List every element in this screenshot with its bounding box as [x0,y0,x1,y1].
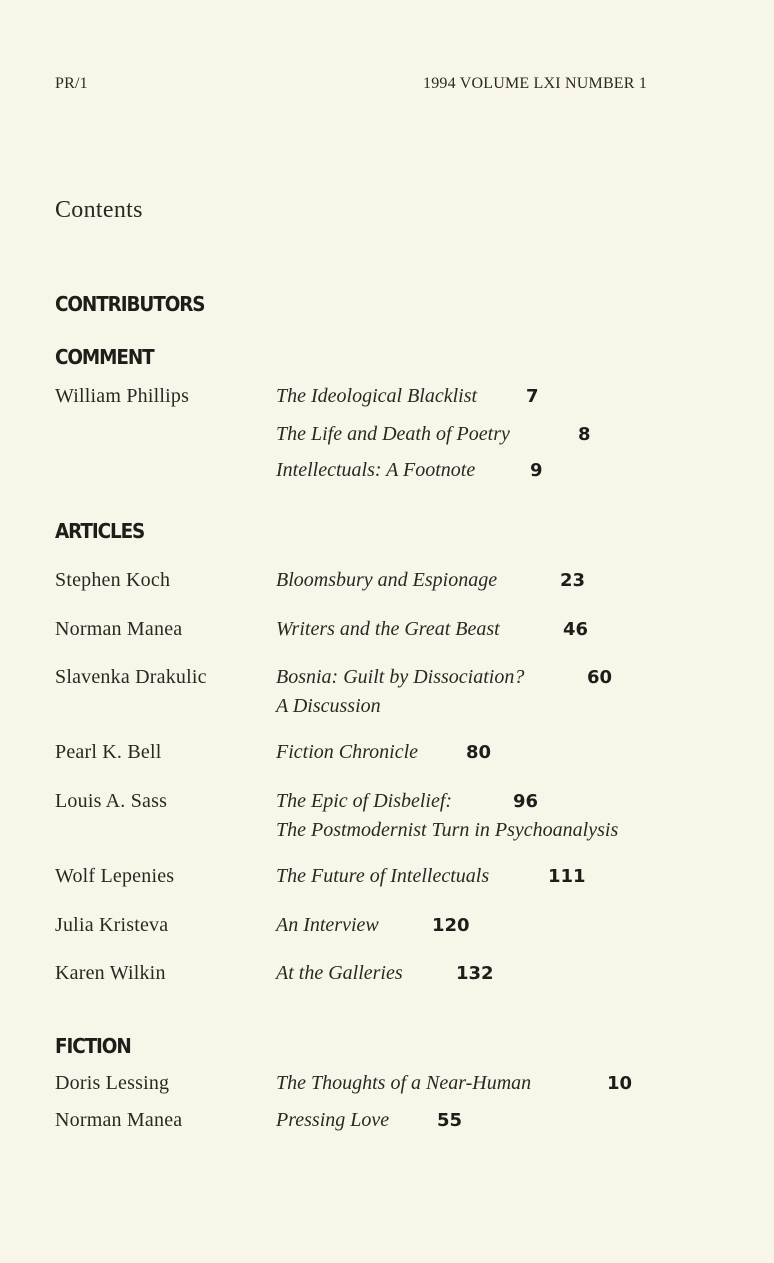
article-author: Pearl K. Bell [55,741,162,763]
page-title: Contents [55,197,143,223]
article-author: Stephen Koch [55,569,171,591]
page-number: 120 [432,915,470,936]
page-number: 9 [530,460,543,481]
page-number: 8 [578,424,591,445]
page-number: 23 [560,570,586,591]
article-subtitle: A Discussion [276,695,381,717]
article-title: Fiction Chronicle [276,741,419,763]
article-title: The Epic of Disbelief: [276,790,453,812]
article-author: Wolf Lepenies [55,865,175,887]
fiction-title: Pressing Love [276,1109,390,1131]
section-comment: COMMENT [55,345,154,369]
comment-title: Intellectuals: A Footnote [276,459,476,481]
fiction-author: Norman Manea [55,1109,183,1131]
page-number: 132 [456,963,494,984]
fiction-author: Doris Lessing [55,1072,170,1094]
article-author: Norman Manea [55,618,183,640]
page-number: 96 [513,791,539,812]
article-author: Louis A. Sass [55,790,168,812]
article-title: At the Galleries [276,962,403,984]
article-subtitle: The Postmodernist Turn in Psychoanalysis [276,819,619,841]
page-number: 60 [587,667,613,688]
journal-code: PR/1 [55,75,88,92]
article-title: The Future of Intellectuals [276,865,490,887]
page-number: 55 [437,1110,463,1131]
comment-author: William Phillips [55,385,190,407]
article-title: Bloomsbury and Espionage [276,569,498,591]
article-title: An Interview [276,914,379,936]
page-number: 80 [466,742,492,763]
article-title: Writers and the Great Beast [276,618,500,640]
page-number: 7 [526,386,539,407]
section-articles: ARTICLES [55,519,145,543]
article-author: Slavenka Drakulic [55,666,207,688]
article-author: Karen Wilkin [55,962,166,984]
comment-title: The Ideological Blacklist [276,385,478,407]
page-number: 111 [548,866,586,887]
article-author: Julia Kristeva [55,914,169,936]
fiction-title: The Thoughts of a Near-Human [276,1072,532,1094]
comment-title: The Life and Death of Poetry [276,423,510,445]
issue-info: 1994 VOLUME LXI NUMBER 1 [423,75,648,92]
page-number: 46 [563,619,589,640]
section-fiction: FICTION [55,1034,131,1058]
page-number: 10 [607,1073,633,1094]
article-title: Bosnia: Guilt by Dissociation? [276,666,525,688]
section-contributors: CONTRIBUTORS [55,292,205,316]
